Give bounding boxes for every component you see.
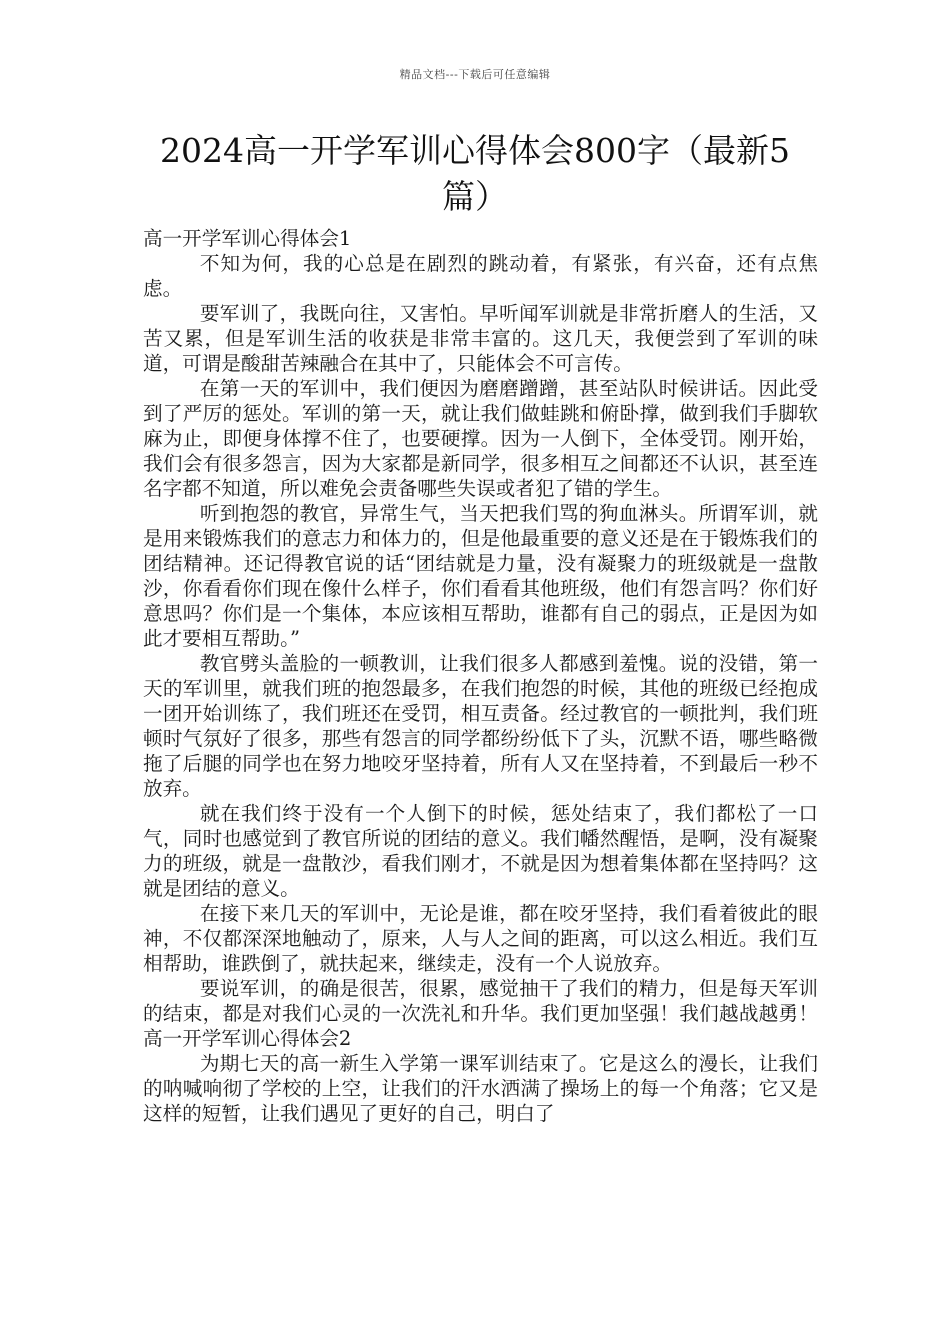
- paragraph: 教官劈头盖脸的一顿教训，让我们很多人都感到羞愧。说的没错，第一天的军训里，就我们班的抱怨最多，在我们抱怨的时候，其他的班级已经抱成一团开始训练了，我们班还在受罚，相互责备。经过教官的一顿批判，我们班顿时气氛好了很多，那些有怨言的同学都纷纷低下了头，沉默不语，哪些略微拖了后腿的同学也在努力地咬牙坚持着，所有人又在坚持着，不到最后一秒不放弃。: [143, 652, 818, 800]
- paragraph: 为期七天的高一新生入学第一课军训结束了。它是这么的漫长，让我们的呐喊响彻了学校的上空，让我们的汗水洒满了操场上的每一个角落；它又是这样的短暂，让我们遇见了更好的自己，明白了: [143, 1052, 818, 1125]
- paragraph: 要说军训，的确是很苦，很累，感觉抽干了我们的精力，但是每天军训的结束，都是对我们心灵的一次洗礼和升华。我们更加坚强！我们越战越勇！高一开学军训心得体会2: [143, 977, 818, 1050]
- paragraph: 要军训了，我既向往，又害怕。早听闻军训就是非常折磨人的生活，又苦又累，但是军训生活的收获是非常丰富的。这几天，我便尝到了军训的味道，可谓是酸甜苦辣融合在其中了，只能体会不可言传。: [143, 302, 818, 375]
- header-note: 精品文档---下载后可任意编辑: [399, 68, 551, 81]
- paragraph: 在第一天的军训中，我们便因为磨磨蹭蹭，甚至站队时候讲话。因此受到了严厉的惩处。军训的第一天，就让我们做蛙跳和俯卧撑，做到我们手脚软麻为止，即便身体撑不住了，也要硬撑。因为一人倒下，全体受罚。刚开始，我们会有很多怨言，因为大家都是新同学，很多相互之间都还不认识，甚至连名字都不知道，所以难免会责备哪些失误或者犯了错的学生。: [143, 377, 818, 500]
- paragraph: 不知为何，我的心总是在剧烈的跳动着，有紧张，有兴奋，还有点焦虑。: [143, 252, 818, 300]
- document-body: [143, 226, 818, 1126]
- section-heading: 高一开学军训心得体会1: [143, 227, 352, 250]
- paragraph: 听到抱怨的教官，异常生气，当天把我们骂的狗血淋头。所谓军训，就是用来锻炼我们的意志力和体力的，但是他最重要的意义还是在于锻炼我们的团结精神。还记得教官说的话“团结就是力量，没有凝聚力的班级就是一盘散沙，你看看你们现在像什么样子，你们看看其他班级，他们有怨言吗？你们好意思吗？你们是一个集体，本应该相互帮助，谁都有自己的弱点，正是因为如此才要相互帮助。”: [143, 502, 818, 650]
- document-title: 2024高一开学军训心得体会800字（最新5篇）: [160, 131, 790, 216]
- paragraph: 在接下来几天的军训中，无论是谁，都在咬牙坚持，我们看着彼此的眼神，不仅都深深地触动了，原来，人与人之间的距离，可以这么相近。我们互相帮助，谁跌倒了，就扶起来，继续走，没有一个人说放弃。: [143, 902, 818, 975]
- paragraph: 就在我们终于没有一个人倒下的时候，惩处结束了，我们都松了一口气，同时也感觉到了教官所说的团结的意义。我们幡然醒悟，是啊，没有凝聚力的班级，就是一盘散沙，看我们刚才，不就是因为想着集体都在坚持吗？这就是团结的意义。: [143, 802, 818, 900]
